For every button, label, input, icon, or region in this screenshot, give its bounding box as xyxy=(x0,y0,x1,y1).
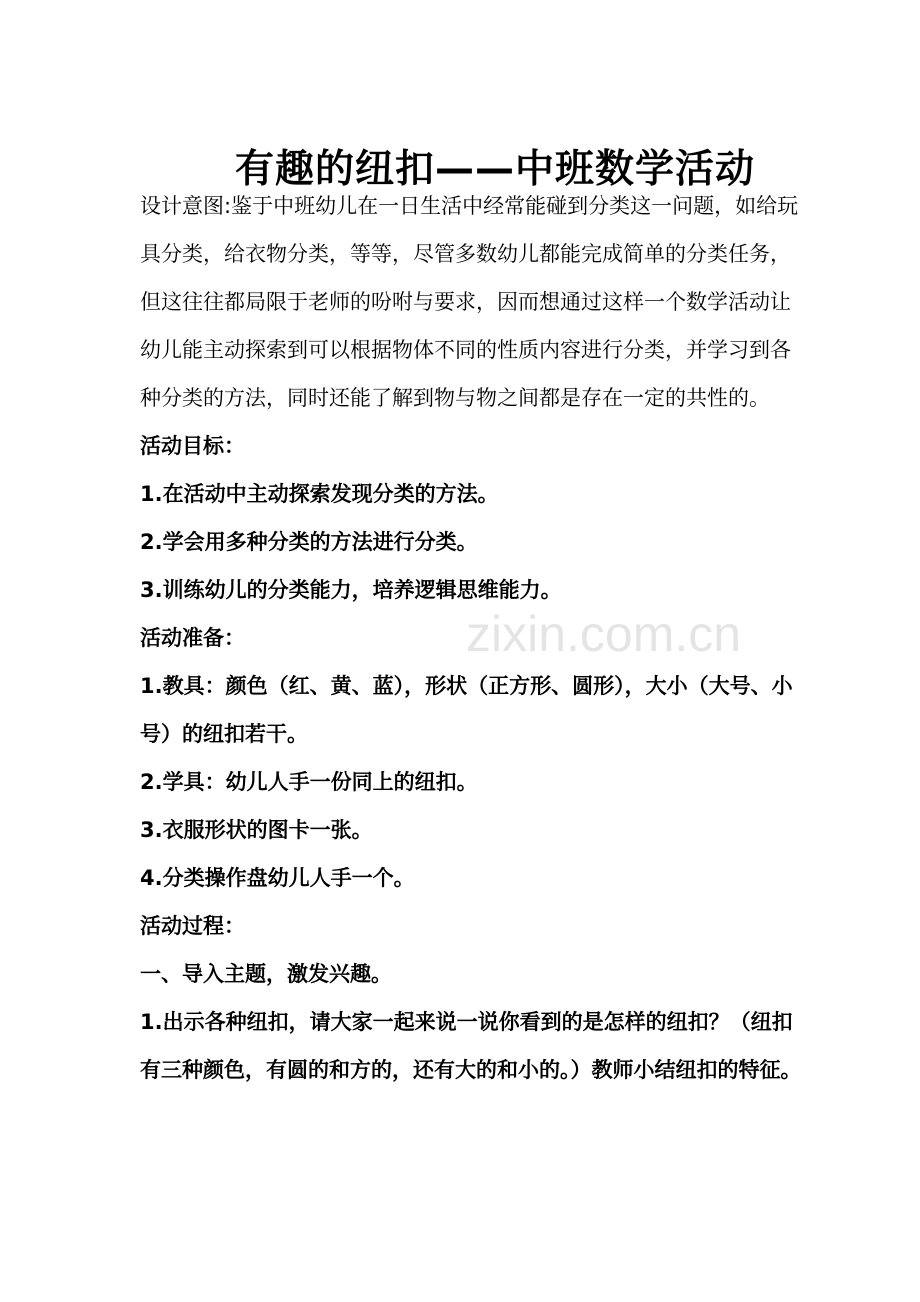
preparation-item-3: 3.衣服形状的图卡一张。 xyxy=(140,818,373,842)
document-title: 有趣的纽扣——中班数学活动 xyxy=(234,147,755,193)
preparation-item-1: 1.教具：颜色（红、黄、蓝），形状（正方形、圆形），大小（大号、小号）的纽扣若干。 xyxy=(140,674,793,746)
paragraph-design-intent: 设计意图:鉴于中班幼儿在一日生活中经常能碰到分类这一问题，如给玩具分类，给衣物分类，等等，尽管多数幼儿都能完成简单的分类任务，但这往往都局限于老师的吩咐与要求，因而想通过这样一个数学活动让幼儿能主动探索到可以根据物体不同的性质内容进行分类，并学习到各种分类的方法，同时还能了解到物与物之间都是存在一定的共性的。 xyxy=(140,194,799,410)
process-step-1-detail: 1.出示各种纽扣，请大家一起来说一说你看到的是怎样的纽扣？（纽扣有三种颜色，有圆的和方的，还有大的和小的。）教师小结纽扣的特征。 xyxy=(140,1010,802,1082)
heading-activity-goals: 活动目标： xyxy=(140,434,245,458)
preparation-item-4: 4.分类操作盘幼儿人手一个。 xyxy=(140,866,415,890)
heading-activity-process: 活动过程： xyxy=(140,914,245,938)
goal-item-3: 3.训练幼儿的分类能力，培养逻辑思维能力。 xyxy=(140,578,562,602)
preparation-item-2: 2.学具：幼儿人手一份同上的纽扣。 xyxy=(140,770,478,794)
watermark-text: zixin.com.cn xyxy=(466,606,742,662)
process-step-1: 一、导入主题，激发兴趣。 xyxy=(140,962,392,986)
goal-item-1: 1.在活动中主动探索发现分类的方法。 xyxy=(140,482,499,506)
goal-item-2: 2.学会用多种分类的方法进行分类。 xyxy=(140,530,478,554)
heading-activity-preparation: 活动准备： xyxy=(140,626,245,650)
